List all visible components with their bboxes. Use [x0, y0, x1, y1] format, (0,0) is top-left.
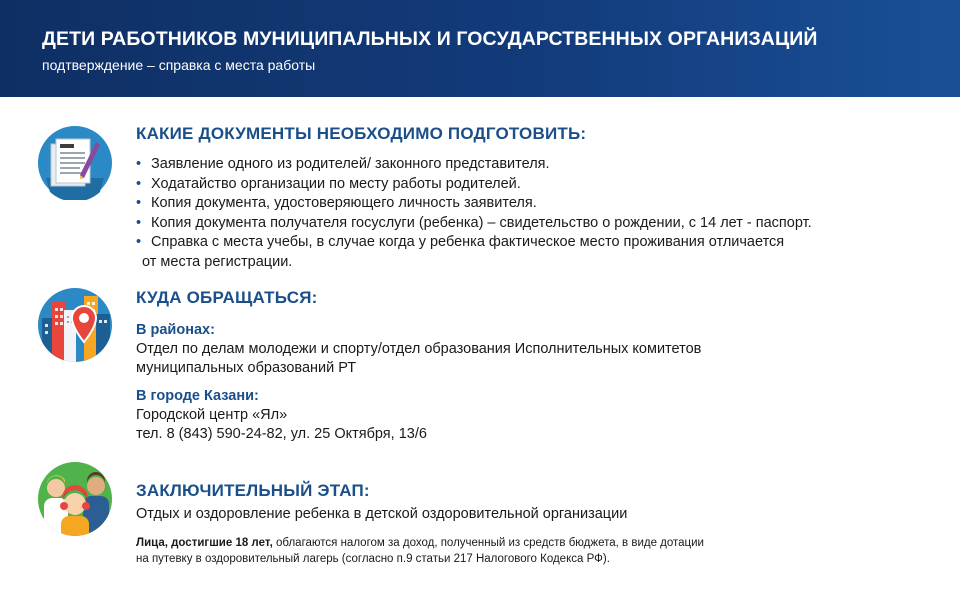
- city-line-2: тел. 8 (843) 590-24-82, ул. 25 Октября, 13/6: [136, 426, 427, 442]
- districts-line-2: муниципальных образований РТ: [136, 360, 357, 376]
- list-item: • Заявление одного из родителей/ законного представителя.: [136, 155, 812, 175]
- documents-title: КАКИЕ ДОКУМЕНТЫ НЕОБХОДИМО ПОДГОТОВИТЬ:: [136, 124, 587, 143]
- list-item: • Справка с места учебы, в случае когда у ребенка фактическое место проживания отличается: [136, 233, 812, 253]
- city-label: В городе Казани:: [136, 388, 259, 404]
- header-banner: [0, 0, 960, 97]
- list-item: • Копия документа получателя госуслуги (ребенка) – свидетельство о рождении, с 14 лет - паспорт.: [136, 214, 812, 234]
- tax-note-bold: Лица, достигшие 18 лет,: [136, 537, 273, 549]
- documents-icon: [38, 126, 112, 200]
- tax-note-line-2: на путевку в оздоровительный лагерь (согласно п.9 статьи 217 Налогового Кодекса РФ).: [136, 553, 610, 565]
- where-title: КУДА ОБРАЩАТЬСЯ:: [136, 288, 318, 307]
- list-item: • Ходатайство организации по месту работы родителей.: [136, 175, 812, 195]
- districts-line-1: Отдел по делам молодежи и спорту/отдел образования Исполнительных комитетов: [136, 341, 702, 357]
- people-icon: [38, 462, 112, 536]
- districts-label: В районах:: [136, 322, 215, 338]
- final-section: [136, 481, 704, 567]
- documents-list: [136, 155, 812, 253]
- city-map-pin-icon: [38, 288, 112, 362]
- where-section: [136, 288, 701, 444]
- tax-note-rest: облагаются налогом за доход, полученный из средств бюджета, в виде дотации: [272, 537, 704, 549]
- city-line-1: Городской центр «Ял»: [136, 407, 288, 423]
- final-title: ЗАКЛЮЧИТЕЛЬНЫЙ ЭТАП:: [136, 481, 370, 500]
- documents-section: [136, 124, 812, 273]
- page-title: ДЕТИ РАБОТНИКОВ МУНИЦИПАЛЬНЫХ И ГОСУДАРСТВЕННЫХ ОРГАНИЗАЦИЙ: [42, 28, 818, 50]
- page-subtitle: подтверждение – справка с места работы: [42, 57, 316, 73]
- tax-note: [136, 535, 704, 551]
- final-text: Отдых и оздоровление ребенка в детской оздоровительной организации: [136, 506, 628, 522]
- list-item-continuation: от места регистрации.: [142, 253, 293, 270]
- list-item: • Копия документа, удостоверяющего личность заявителя.: [136, 194, 812, 214]
